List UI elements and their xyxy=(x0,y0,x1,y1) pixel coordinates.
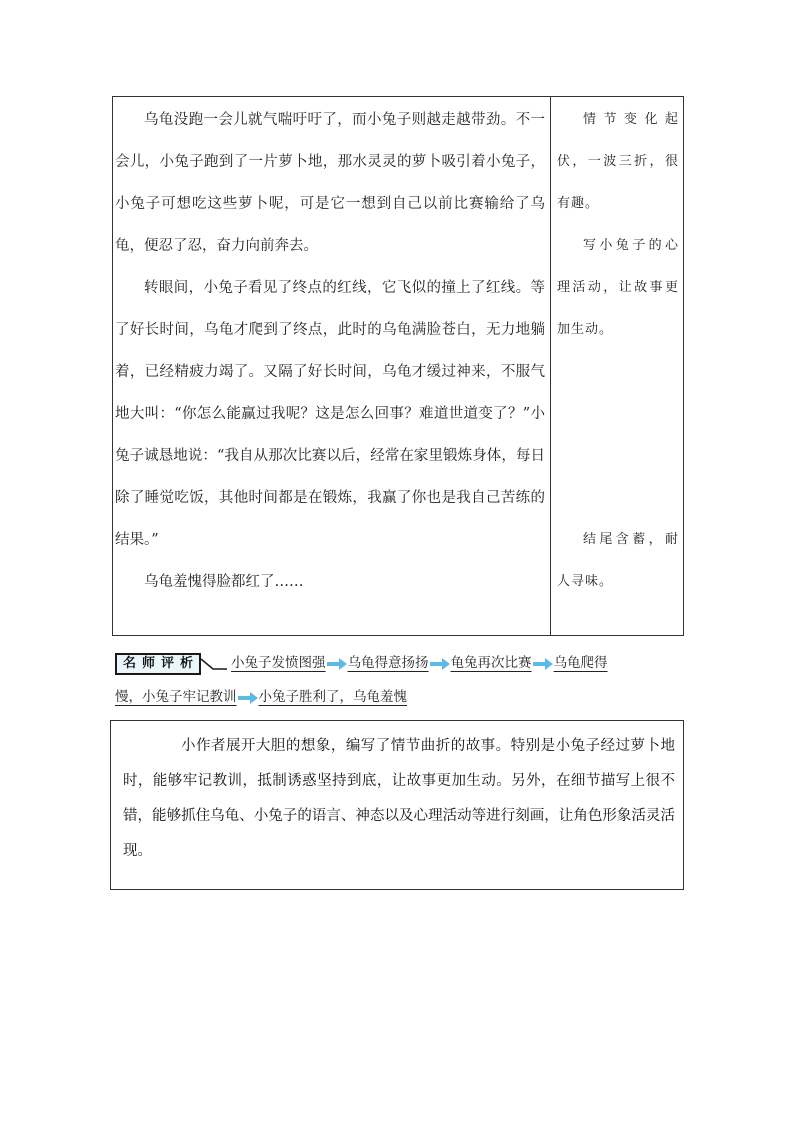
note-2: 写小兔子的心理活动，让故事更加生动。 xyxy=(557,238,679,337)
teacher-analysis xyxy=(115,646,695,714)
badge-char: 析 xyxy=(180,655,194,671)
badge-char: 师 xyxy=(142,655,156,671)
comment-text: 小作者展开大胆的想象，编写了情节曲折的故事。特别是小兔子经过萝卜地时，能够牢记教训，抵制诱惑坚持到底，让故事更加生动。另外，在细节描写上很不错，能够抓住乌龟、小兔子的语言、神态以及心理活动等进行刻画，让角色形象活灵活现。 xyxy=(123,738,675,859)
right-arrow-icon xyxy=(533,658,553,670)
note-1: 情节变化起伏，一波三折，很有趣。 xyxy=(557,112,679,211)
badge-char: 评 xyxy=(161,655,175,671)
right-arrow-icon xyxy=(238,692,258,704)
flow-step: 慢，小兔子牢记教训 xyxy=(115,689,237,705)
badge-char: 名 xyxy=(123,655,137,671)
flow-step: 乌龟爬得 xyxy=(553,655,608,671)
comment-box xyxy=(110,720,684,890)
column-divider xyxy=(550,97,551,635)
essay-paragraph-1: 乌龟没跑一会儿就气喘吁吁了，而小兔子则越走越带劲。不一会儿，小兔子跑到了一片萝卜地，那水灵灵的萝卜吸引着小兔子，小兔子可想吃这些萝卜呢，可是它一想到自己以前比赛输给了乌龟，便忍了忍，奋力向前奔去。 xyxy=(115,112,545,254)
flow-step: 小兔子胜利了，乌龟羞愧 xyxy=(258,689,407,705)
essay-paragraph-3: 乌龟羞愧得脸都红了…… xyxy=(144,574,304,590)
right-arrow-icon xyxy=(430,658,450,670)
essay-table xyxy=(112,96,684,636)
note-3: 结尾含蓄，耐人寻味。 xyxy=(557,532,679,589)
margin-notes xyxy=(557,99,679,603)
analysis-flow-cont xyxy=(115,680,695,714)
analysis-flow xyxy=(115,646,695,680)
flow-step: 小兔子发愤图强 xyxy=(231,655,326,671)
teacher-analysis-badge xyxy=(115,653,227,675)
right-arrow-icon xyxy=(327,658,347,670)
flow-step: 龟兔再次比赛 xyxy=(450,655,532,671)
badge-tail-icon xyxy=(201,658,227,670)
flow-step: 乌龟得意扬扬 xyxy=(347,655,429,671)
essay-body xyxy=(115,99,545,603)
essay-paragraph-2: 转眼间，小兔子看见了终点的红线，它飞似的撞上了红线。等了好长时间，乌龟才爬到了终点，此时的乌龟满脸苍白，无力地躺着，已经精疲力竭了。又隔了好长时间，乌龟才缓过神来，不服气地大叫：“你怎么能赢过我呢？这是怎么回事？难道世道变了？”小兔子诚恳地说：“我自从那次比赛以后，经常在家里锻炼身体，每日除了睡觉吃饭，其他时间都是在锻炼，我赢了你也是我自己苦练的结果。” xyxy=(115,280,545,548)
